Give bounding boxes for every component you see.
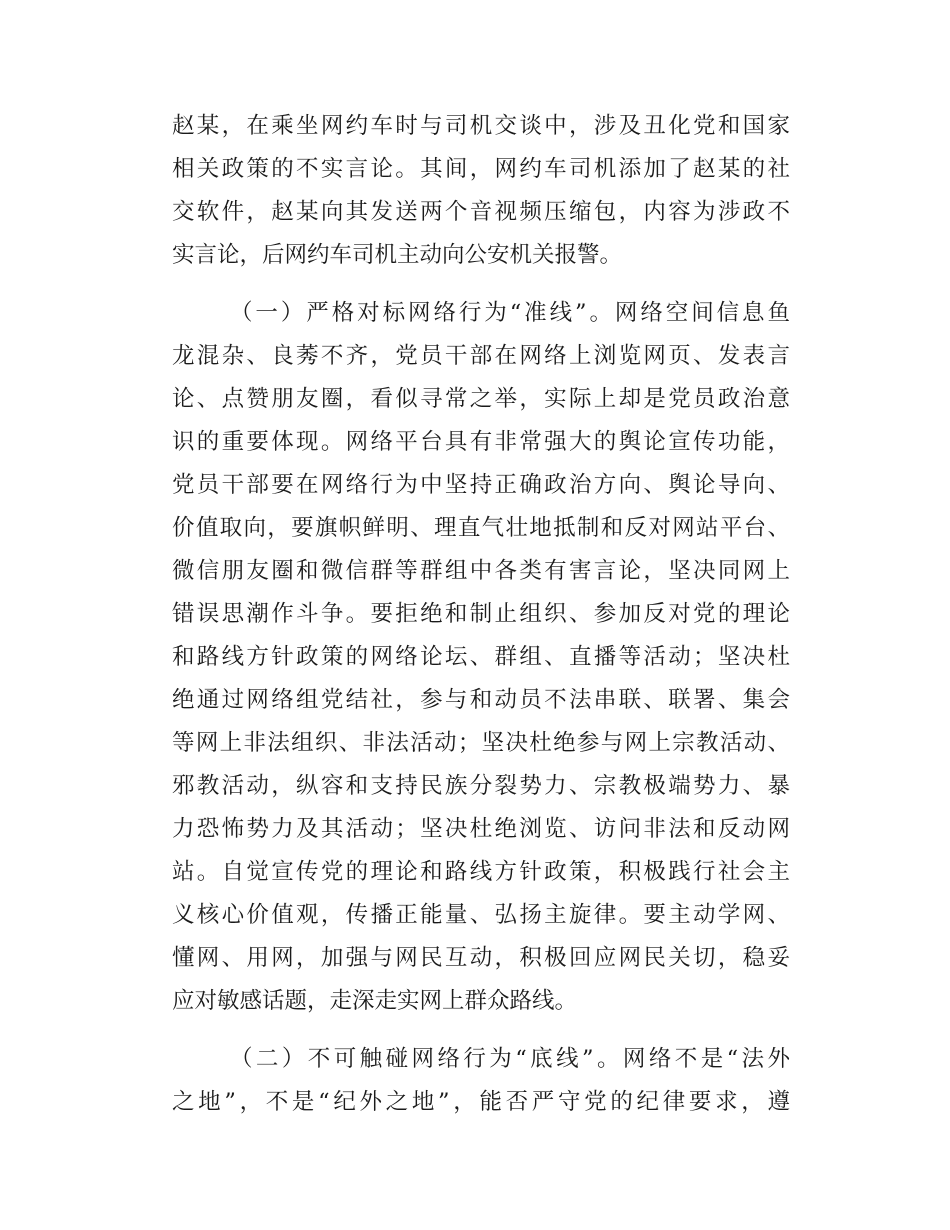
text-line: 赵某，在乘坐网约车时与司机交谈中，涉及丑化党和国家	[172, 113, 790, 139]
text-line: 站。自觉宣传党的理论和路线方针政策，积极践行社会主	[172, 859, 790, 885]
text-line: 微信朋友圈和微信群等群组中各类有害言论，坚决同网上	[172, 558, 790, 584]
text-line: 之地”，不是“纪外之地”，能否严守党的纪律要求，遵	[172, 1089, 790, 1115]
text-line: 交软件，赵某向其发送两个音视频压缩包，内容为涉政不	[172, 199, 790, 225]
text-line: 等网上非法组织、非法活动；坚决杜绝参与网上宗教活动、	[172, 730, 790, 756]
text-line: 懂网、用网，加强与网民互动，积极回应网民关切，稳妥	[172, 945, 790, 971]
text-line: 党员干部要在网络行为中坚持正确政治方向、舆论导向、	[172, 472, 790, 498]
text-line: 龙混杂、良莠不齐，党员干部在网络上浏览网页、发表言	[172, 343, 790, 369]
text-line: 识的重要体现。网络平台具有非常强大的舆论宣传功能，	[172, 429, 790, 455]
text-line: 错误思潮作斗争。要拒绝和制止组织、参加反对党的理论	[172, 601, 790, 627]
text-line: （一）严格对标网络行为“准线”。网络空间信息鱼	[230, 300, 790, 326]
text-line: 和路线方针政策的网络论坛、群组、直播等活动；坚决杜	[172, 644, 790, 670]
text-line: 绝通过网络组党结社，参与和动员不法串联、联署、集会	[172, 687, 790, 713]
text-line: 相关政策的不实言论。其间，网约车司机添加了赵某的社	[172, 156, 790, 182]
text-line: （二）不可触碰网络行为“底线”。网络不是“法外	[230, 1046, 790, 1072]
text-line: 应对敏感话题，走深走实网上群众路线。	[172, 988, 578, 1014]
text-line: 力恐怖势力及其活动；坚决杜绝浏览、访问非法和反动网	[172, 816, 790, 842]
text-line: 论、点赞朋友圈，看似寻常之举，实际上却是党员政治意	[172, 386, 790, 412]
text-line: 义核心价值观，传播正能量、弘扬主旋律。要主动学网、	[172, 902, 790, 928]
text-line: 实言论，后网约车司机主动向公安机关报警。	[172, 242, 623, 268]
text-line: 邪教活动，纵容和支持民族分裂势力、宗教极端势力、暴	[172, 773, 790, 799]
text-line: 价值取向，要旗帜鲜明、理直气壮地抵制和反对网站平台、	[172, 515, 790, 541]
